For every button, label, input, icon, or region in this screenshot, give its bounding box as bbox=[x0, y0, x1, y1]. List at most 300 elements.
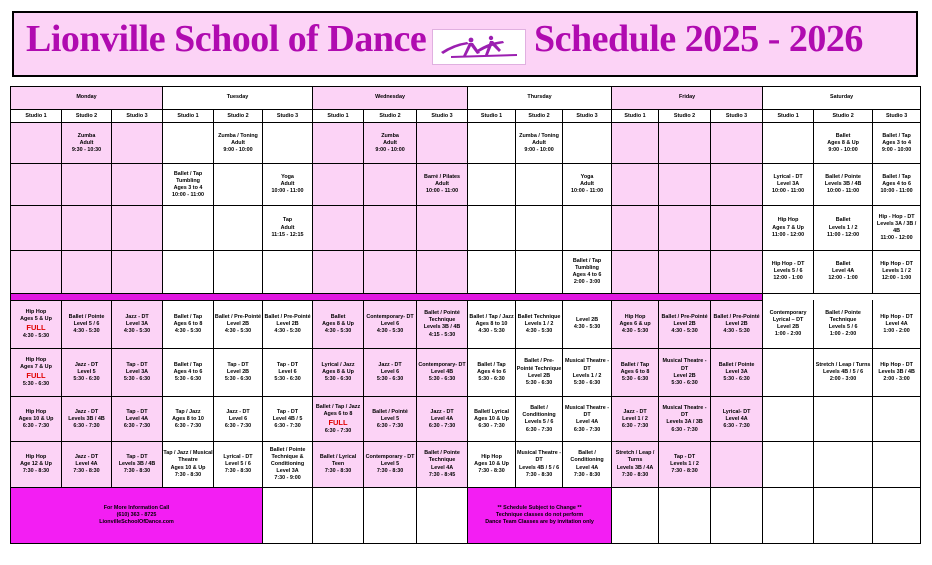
schedule-cell bbox=[263, 123, 313, 164]
class-line: 7:30 - 8:30 bbox=[376, 468, 404, 475]
day-header-wednesday: Wednesday bbox=[313, 87, 468, 110]
schedule-cell bbox=[814, 300, 873, 348]
schedule-cell bbox=[214, 206, 263, 250]
class-line: 12:00 - 1:00 bbox=[773, 275, 803, 282]
schedule-cell bbox=[163, 397, 214, 442]
schedule-cell bbox=[163, 250, 214, 293]
class-line: 4:30 - 5:30 bbox=[174, 328, 202, 335]
class-line: Ages 4 to 6 bbox=[882, 181, 911, 188]
class-line: Ages 10 & Up bbox=[170, 464, 206, 471]
schedule-cell bbox=[516, 349, 563, 397]
schedule-cell bbox=[11, 300, 62, 348]
class-line: Hip Hop - DT bbox=[771, 261, 805, 268]
class-line: 9:00 - 10:00 bbox=[881, 146, 912, 153]
class-line: Yoga bbox=[281, 174, 294, 181]
website-link[interactable]: LionvilleSchoolOfDance.com bbox=[99, 518, 174, 525]
schedule-cell bbox=[364, 250, 417, 293]
schedule-cell bbox=[873, 300, 921, 348]
class-line: 6:30 - 7:30 bbox=[22, 422, 50, 429]
schedule-cell bbox=[563, 164, 612, 206]
class-line: Level 2B bbox=[575, 317, 599, 324]
schedule-title: Schedule 2025 - 2026 bbox=[534, 18, 863, 60]
class-line: Musical Theatre - DT bbox=[565, 405, 610, 419]
class-line: Lyrical- DT bbox=[722, 408, 751, 415]
class-line: 1:00 - 2:00 bbox=[829, 331, 857, 338]
class-line: 10:00 - 11:00 bbox=[171, 192, 205, 199]
class-line: Level 4A bbox=[831, 268, 855, 275]
studio-label: Studio 1 bbox=[612, 110, 659, 123]
schedule-cell bbox=[62, 164, 112, 206]
class-line: 4:30 - 5:30 bbox=[274, 328, 301, 335]
schedule-cell bbox=[263, 487, 313, 543]
class-line: Ages 8 to 10 bbox=[475, 320, 508, 327]
class-line: 4:30 - 5:30 bbox=[573, 324, 601, 331]
schedule-cell bbox=[263, 164, 313, 206]
class-line: Stretch / Leap / Turns bbox=[815, 361, 871, 368]
schedule-cell bbox=[11, 442, 62, 487]
class-line: Musical Theatre - DT bbox=[662, 358, 707, 372]
schedule-cell bbox=[364, 442, 417, 487]
class-line: Ballet bbox=[835, 217, 851, 224]
class-line: Ballet / Pointe bbox=[68, 313, 105, 320]
schedule-cell bbox=[763, 250, 814, 293]
class-line: Levels 4B / 5 / 6 bbox=[823, 369, 864, 376]
class-line: Adult bbox=[580, 181, 594, 188]
saturday-afternoon-block bbox=[763, 293, 921, 300]
class-line: 5:30 - 6:30 bbox=[324, 376, 352, 383]
class-line: Ballet / Pre-Pointé bbox=[713, 313, 760, 320]
class-line: 11:00 - 12:00 bbox=[827, 231, 860, 238]
class-line: Ballet / Pre-Pointé bbox=[214, 313, 262, 320]
schedule-cell bbox=[62, 349, 112, 397]
notice-dance-team: Dance Team Classes are by invitation only bbox=[485, 518, 594, 525]
class-line: Ballet / Tap bbox=[173, 361, 203, 368]
schedule-cell bbox=[112, 300, 163, 348]
class-line: 5:30 - 6:30 bbox=[123, 376, 151, 383]
schedule-cell bbox=[711, 397, 763, 442]
schedule-cell bbox=[417, 300, 468, 348]
class-line: 11:15 - 12:15 bbox=[271, 231, 304, 238]
class-line: 5:30 - 6:30 bbox=[621, 376, 649, 383]
class-line: Hip Hop bbox=[777, 217, 799, 224]
class-line: Tap - DT bbox=[126, 453, 148, 460]
class-line: 6:30 - 7:30 bbox=[174, 422, 202, 429]
schedule-cell bbox=[516, 206, 563, 250]
class-line: 4:30 - 5:30 bbox=[376, 328, 404, 335]
class-line: Ballet / Tap Tumbling bbox=[173, 170, 203, 184]
class-line: Levels 5 / 6 bbox=[773, 268, 803, 275]
schedule-cell bbox=[112, 250, 163, 293]
schedule-cell bbox=[11, 349, 62, 397]
class-line: Ballet / Pre-Pointé bbox=[264, 313, 311, 320]
class-line: Musical Theatre - DT bbox=[565, 358, 610, 372]
schedule-cell bbox=[763, 349, 814, 397]
class-line: Jazz - DT bbox=[74, 408, 99, 415]
class-line: 6:30 - 7:30 bbox=[723, 422, 750, 429]
class-line: Adult bbox=[435, 181, 449, 188]
schedule-cell bbox=[612, 397, 659, 442]
schedule-cell bbox=[163, 206, 214, 250]
schedule-cell bbox=[214, 250, 263, 293]
schedule-cell bbox=[516, 164, 563, 206]
schedule-cell bbox=[516, 442, 563, 487]
class-line: Ballet / Pointé bbox=[372, 408, 408, 415]
class-line: 7:30 - 8:30 bbox=[123, 468, 151, 475]
class-line: 7:30 - 8:30 bbox=[573, 471, 601, 478]
class-line: Zumba bbox=[77, 132, 96, 139]
schedule-cell bbox=[563, 349, 612, 397]
class-line: Level 5 / 6 bbox=[225, 461, 251, 467]
class-line: Level 4A bbox=[725, 415, 748, 422]
class-line: Ages 4 to 6 bbox=[173, 369, 203, 376]
class-line: Lyrical / Jazz bbox=[321, 361, 355, 368]
class-line: Ages 8 & Up bbox=[827, 139, 859, 146]
schedule-cell bbox=[364, 123, 417, 164]
class-line: 6:30 - 7:30 bbox=[224, 422, 252, 429]
class-line: 9:00 - 10:00 bbox=[223, 146, 253, 153]
class-line: Levels 3A / 3B / 4B bbox=[876, 220, 917, 235]
class-line: Tap / Jazz / Musical Theatre bbox=[163, 450, 213, 464]
schedule-cell bbox=[11, 397, 62, 442]
schedule-cell bbox=[313, 300, 364, 348]
schedule-cell bbox=[364, 206, 417, 250]
schedule-cell bbox=[711, 206, 763, 250]
class-line: Zumba bbox=[381, 132, 399, 139]
class-line: Lyrical - DT bbox=[223, 453, 253, 460]
class-line: 4:30 - 5:30 bbox=[478, 328, 505, 335]
class-line: Level 4B bbox=[430, 369, 454, 376]
schedule-cell bbox=[364, 164, 417, 206]
schedule-cell bbox=[563, 442, 612, 487]
class-line: Tap - DT bbox=[227, 361, 249, 368]
class-line: Level 1 / 2 bbox=[622, 415, 648, 422]
class-line: Ballet / Pointe Technique & Conditioning bbox=[269, 446, 306, 467]
schedule-cell bbox=[516, 123, 563, 164]
studio-label: Studio 1 bbox=[313, 110, 364, 123]
studio-label: Studio 3 bbox=[112, 110, 163, 123]
class-line: Level 4A bbox=[575, 464, 599, 471]
class-line: Ages 6 & up bbox=[619, 320, 651, 327]
class-line: 9:00 - 10:00 bbox=[828, 146, 858, 153]
class-line: 9:00 - 10:00 bbox=[375, 146, 405, 153]
class-line: Jazz - DT bbox=[623, 408, 647, 415]
schedule-cell bbox=[163, 442, 214, 487]
full-badge: FULL bbox=[328, 417, 348, 427]
schedule-cell bbox=[468, 349, 516, 397]
class-line: Tap - DT bbox=[126, 361, 148, 368]
studio-label: Studio 3 bbox=[263, 110, 313, 123]
schedule-cell bbox=[763, 300, 814, 348]
class-line: 5:30 - 6:30 bbox=[22, 381, 50, 388]
schedule-cell bbox=[873, 487, 921, 543]
notice-technique: Technique classes do not perform bbox=[495, 511, 584, 518]
class-line: Jazz - DT bbox=[226, 408, 250, 415]
schedule-cell bbox=[468, 164, 516, 206]
class-line: Level 4A bbox=[885, 320, 908, 327]
schedule-cell bbox=[62, 123, 112, 164]
day-header-monday: Monday bbox=[11, 87, 163, 110]
studio-label: Studio 2 bbox=[659, 110, 711, 123]
class-line: Lyrical - DT bbox=[773, 174, 803, 181]
class-line: Adult bbox=[532, 139, 546, 146]
full-badge: FULL bbox=[26, 371, 46, 381]
schedule-cell bbox=[313, 250, 364, 293]
schedule-cell bbox=[659, 349, 711, 397]
class-line: Hip Hop bbox=[481, 453, 502, 460]
schedule-cell bbox=[11, 123, 62, 164]
schedule-notice-box bbox=[468, 487, 612, 543]
class-line: Level 2B bbox=[226, 320, 250, 327]
schedule-cell bbox=[814, 487, 873, 543]
info-heading: For More Information Call bbox=[103, 504, 170, 511]
schedule-cell bbox=[62, 250, 112, 293]
schedule-cell bbox=[214, 442, 263, 487]
schedule-cell bbox=[814, 206, 873, 250]
studio-label: Studio 1 bbox=[163, 110, 214, 123]
schedule-cell bbox=[263, 397, 313, 442]
schedule-cell bbox=[659, 442, 711, 487]
class-line: Levels 3B / 4B bbox=[68, 415, 105, 422]
class-line: Yoga bbox=[580, 174, 594, 181]
class-line: Level 4A bbox=[75, 461, 98, 467]
class-line: Ballet / Pointe Technique bbox=[825, 309, 861, 324]
studio-label: Studio 3 bbox=[563, 110, 612, 123]
class-line: Level 2B bbox=[776, 324, 800, 331]
schedule-header bbox=[12, 11, 918, 77]
class-line: Levels 3B / 4B bbox=[824, 181, 862, 188]
schedule-cell bbox=[112, 349, 163, 397]
class-line: Ballet / Tap bbox=[882, 174, 911, 181]
class-line: Level 3A bbox=[125, 320, 149, 327]
schedule-cell bbox=[468, 300, 516, 348]
class-line: Ballet bbox=[835, 132, 851, 139]
class-line: Level 5 bbox=[380, 461, 400, 467]
studio-label: Studio 3 bbox=[711, 110, 763, 123]
schedule-cell bbox=[711, 349, 763, 397]
contact-info-box bbox=[11, 487, 263, 543]
studio-label: Studio 2 bbox=[62, 110, 112, 123]
class-line: Level 3A bbox=[725, 369, 748, 376]
class-line: Ages 7 & Up bbox=[20, 364, 52, 371]
schedule-cell bbox=[711, 250, 763, 293]
class-line: Tap - DT bbox=[276, 361, 299, 368]
class-line: 5:30 - 6:30 bbox=[274, 376, 301, 383]
class-line: Level 6 bbox=[228, 415, 248, 422]
schedule-cell bbox=[563, 206, 612, 250]
class-line: Ages 10 & Up bbox=[474, 461, 509, 467]
schedule-cell bbox=[62, 206, 112, 250]
schedule-cell bbox=[313, 487, 364, 543]
class-line: Level 2B bbox=[673, 372, 696, 379]
class-line: Level 4A bbox=[430, 464, 454, 471]
studio-label: Studio 1 bbox=[763, 110, 814, 123]
class-line: Ages 10 & Up bbox=[474, 415, 509, 422]
schedule-cell bbox=[873, 250, 921, 293]
class-line: 5:30 - 6:30 bbox=[525, 379, 553, 386]
schedule-cell bbox=[313, 442, 364, 487]
class-line: 6:30 - 7:30 bbox=[324, 427, 352, 434]
class-line: Ballet / Pre-Pointé Technique bbox=[516, 358, 562, 372]
class-line: Ages 6 to 8 bbox=[173, 320, 203, 327]
class-line: Hip Hop bbox=[25, 357, 47, 364]
class-line: 1:00 - 2:00 bbox=[774, 331, 802, 338]
class-line: 7:30 - 8:30 bbox=[671, 468, 698, 475]
class-line: Ballet / Pointe Technique bbox=[424, 450, 460, 464]
class-line: Contemporary - DT bbox=[365, 453, 415, 460]
class-line: Levels 3B / 4B bbox=[423, 324, 461, 331]
class-line: Tap - DT bbox=[126, 408, 148, 415]
class-line: Zumba / Toning bbox=[218, 132, 258, 139]
schedule-cell bbox=[214, 397, 263, 442]
class-line: 7:30 - 8:30 bbox=[478, 468, 505, 475]
class-line: 5:30 - 6:30 bbox=[376, 376, 404, 383]
class-line: Ballet bbox=[330, 313, 346, 320]
class-line: 4:30 - 5:30 bbox=[324, 328, 352, 335]
schedule-cell bbox=[112, 164, 163, 206]
class-line: Ballet / Tap bbox=[882, 132, 911, 139]
schedule-cell bbox=[659, 250, 711, 293]
class-line: Musical Theatre - DT bbox=[662, 405, 707, 419]
class-line: Ballet / Tap bbox=[477, 361, 506, 368]
class-line: Teen bbox=[331, 461, 345, 467]
school-name: Lionville School of Dance bbox=[26, 18, 427, 60]
schedule-cell bbox=[612, 123, 659, 164]
class-line: Level 3A bbox=[276, 468, 299, 475]
schedule-cell bbox=[659, 487, 711, 543]
studio-label: Studio 3 bbox=[417, 110, 468, 123]
schedule-cell bbox=[763, 442, 814, 487]
class-line: 6:30 - 7:30 bbox=[478, 422, 505, 429]
schedule-cell bbox=[516, 250, 563, 293]
class-line: 6:30 - 7:30 bbox=[671, 426, 698, 433]
class-line: Adult bbox=[280, 224, 295, 231]
schedule-cell bbox=[417, 349, 468, 397]
schedule-cell bbox=[763, 123, 814, 164]
class-line: 7:30 - 8:30 bbox=[22, 468, 50, 475]
class-line: Contemporary- DT bbox=[366, 313, 414, 320]
class-line: 4:30 - 5:30 bbox=[671, 328, 698, 335]
class-line: Levels 1 / 2 bbox=[828, 224, 858, 231]
class-line: 6:30 - 7:30 bbox=[573, 426, 601, 433]
schedule-cell bbox=[163, 164, 214, 206]
schedule-cell bbox=[763, 397, 814, 442]
schedule-cell bbox=[313, 123, 364, 164]
notice-change: ** Schedule Subject to Change ** bbox=[497, 504, 582, 511]
class-line: 9:30 - 10:30 bbox=[71, 146, 102, 153]
class-line: 9:00 - 10:00 bbox=[524, 146, 554, 153]
studio-label: Studio 2 bbox=[364, 110, 417, 123]
schedule-cell bbox=[711, 164, 763, 206]
class-line: Ballet / Tap bbox=[620, 361, 650, 368]
day-header-saturday: Saturday bbox=[763, 87, 921, 110]
class-line: Level 5 bbox=[380, 415, 400, 422]
class-line: Hip Hop - DT bbox=[880, 261, 913, 268]
schedule-cell bbox=[873, 123, 921, 164]
class-line: Stretch / Leap / Turns bbox=[615, 450, 655, 464]
schedule-cell bbox=[263, 250, 313, 293]
class-line: Contemporary Lyrical – DT bbox=[769, 309, 807, 324]
class-line: Ballet / Tap Tumbling bbox=[572, 257, 602, 271]
class-line: 10:00 - 11:00 bbox=[571, 188, 604, 195]
class-line: Level 5 / 6 bbox=[73, 320, 100, 327]
class-line: Hip - Hop - DT bbox=[878, 213, 915, 220]
class-line: 4:30 - 5:30 bbox=[224, 328, 252, 335]
schedule-cell bbox=[711, 123, 763, 164]
class-line: Ages 3 to 4 bbox=[173, 184, 203, 191]
schedule-cell bbox=[263, 300, 313, 348]
schedule-cell bbox=[364, 397, 417, 442]
class-line: Level 4A bbox=[125, 415, 149, 422]
schedule-cell bbox=[814, 123, 873, 164]
class-line: Level 2B bbox=[673, 320, 696, 327]
class-line: 11:00 - 12:00 bbox=[772, 231, 805, 238]
schedule-cell bbox=[563, 250, 612, 293]
section-divider bbox=[11, 293, 763, 300]
schedule-cell bbox=[659, 123, 711, 164]
schedule-cell bbox=[11, 250, 62, 293]
class-line: 7:30 - 8:30 bbox=[224, 468, 252, 475]
class-line: Jazz - DT bbox=[378, 361, 402, 368]
schedule-cell bbox=[62, 442, 112, 487]
class-line: Level 3A bbox=[125, 369, 149, 376]
class-line: 10:00 - 11:00 bbox=[426, 188, 459, 195]
class-line: Levels 3B / 4A bbox=[616, 464, 654, 471]
studio-label: Studio 1 bbox=[468, 110, 516, 123]
class-line: Ballet / Lyrical bbox=[319, 453, 357, 460]
schedule-cell bbox=[659, 206, 711, 250]
schedule-cell bbox=[659, 164, 711, 206]
schedule-cell bbox=[214, 164, 263, 206]
class-line: Hip Hop bbox=[25, 453, 47, 460]
schedule-cell bbox=[873, 206, 921, 250]
studio-label: Studio 2 bbox=[516, 110, 563, 123]
schedule-cell bbox=[612, 206, 659, 250]
class-line: Ages 8 & Up bbox=[322, 320, 354, 327]
schedule-cell bbox=[873, 349, 921, 397]
class-line: Levels 3A / 3B bbox=[666, 419, 703, 426]
studio-label: Studio 1 bbox=[11, 110, 62, 123]
class-line: 5:30 - 6:30 bbox=[573, 379, 601, 386]
schedule-cell bbox=[417, 206, 468, 250]
schedule-cell bbox=[873, 164, 921, 206]
schedule-cell bbox=[814, 164, 873, 206]
schedule-cell bbox=[214, 349, 263, 397]
class-line: 7:30 - 8:45 bbox=[428, 471, 456, 478]
class-line: 6:30 - 7:30 bbox=[123, 422, 151, 429]
class-line: Levels 5 / 6 bbox=[828, 324, 858, 331]
class-line: Ballet / Tap / Jazz bbox=[315, 403, 361, 410]
class-line: Level 6 bbox=[278, 369, 297, 376]
class-line: Ages 8 & Up bbox=[322, 369, 354, 376]
schedule-cell bbox=[163, 123, 214, 164]
class-line: Barré / Pilates bbox=[424, 174, 461, 181]
schedule-cell bbox=[417, 250, 468, 293]
schedule-cell bbox=[468, 442, 516, 487]
class-line: 6:30 - 7:30 bbox=[428, 422, 456, 429]
class-line: 6:30 - 7:30 bbox=[621, 422, 649, 429]
schedule-cell bbox=[112, 123, 163, 164]
studio-label: Studio 2 bbox=[814, 110, 873, 123]
class-line: Musical Theatre - DT bbox=[517, 450, 562, 464]
class-line: Level 3A bbox=[776, 181, 800, 188]
schedule-cell bbox=[112, 442, 163, 487]
class-line: 4:30 - 5:30 bbox=[723, 328, 750, 335]
class-line: 6:30 - 7:30 bbox=[274, 422, 301, 429]
class-line: 5:30 - 6:30 bbox=[671, 379, 698, 386]
dancers-logo-icon bbox=[432, 29, 526, 65]
schedule-cell bbox=[468, 206, 516, 250]
schedule-cell bbox=[659, 300, 711, 348]
